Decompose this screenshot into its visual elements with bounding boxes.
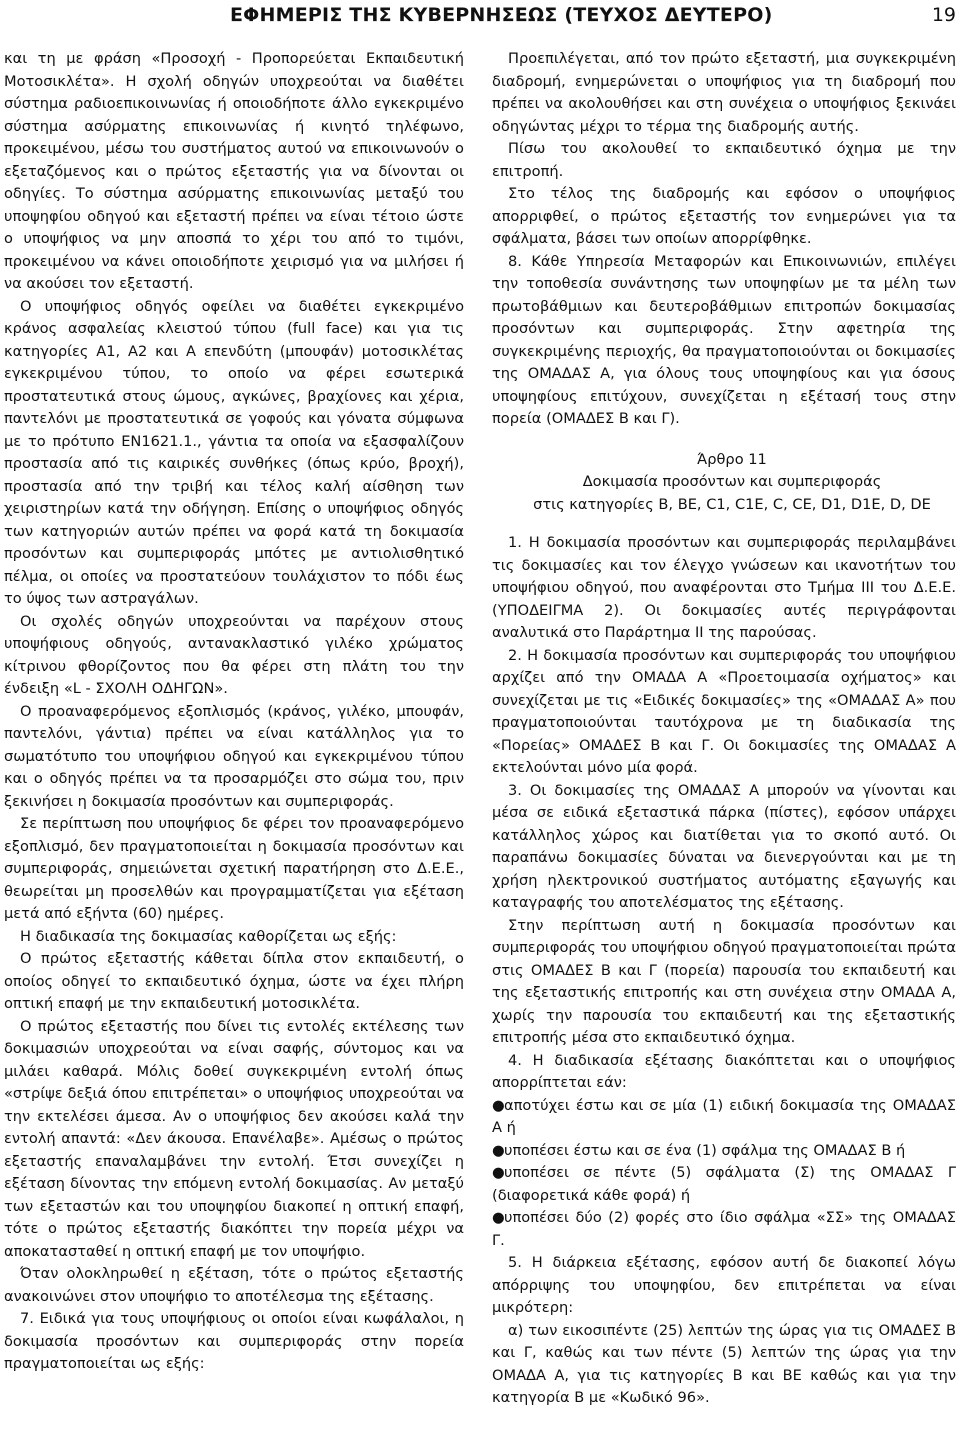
gazette-title: ΕΦΗΜΕΡΙΣ ΤΗΣ ΚΥΒΕΡΝΗΣΕΩΣ (ΤΕΥΧΟΣ ΔΕΥΤΕΡΟ) [230, 4, 773, 26]
page-number: 19 [931, 4, 956, 26]
paragraph: Προεπιλέγεται, από τον πρώτο εξεταστή, μια συγκεκριμένη διαδρομή, ενημερώνεται ο υποψήφιος για τη διαδρομή που πρέπει να ακολουθήσει και στη συνέχεια ο υποψήφιος ξεκινάει οδηγώντας μέχρι το τέρμα της διαδρομής αυτής. [492, 50, 956, 135]
paragraph: 8. Κάθε Υπηρεσία Μεταφορών και Επικοινωνιών, επιλέγει την τοποθεσία συνάντησης των υποψηφίων με τα μέλη των πρωτοβάθμιων και δευτεροβάθμιων επιτροπών δοκιμασίας προσόντων και συμπεριφοράς. Στην αφετηρία της συγκεκριμένης περιοχής, θα πραγματοποιούνται οι δοκιμασίες της ΟΜΑΔΑΣ Α, για όλους τους υποψηφίους και για όσους υποψηφίους επιτύχουν, συνεχίζεται η εξέτασή τους στην πορεία (ΟΜΑΔΕΣ Β και Γ). [492, 252, 956, 427]
paragraph: Πίσω του ακολουθεί το εκπαιδευτικό όχημα με την επιτροπή. [492, 140, 956, 180]
bullet-icon: ● [492, 1141, 505, 1159]
paragraph: Ο υποψήφιος οδηγός οφείλει να διαθέτει εγκεκριμένο κράνος ασφαλείας κλειστού τύπου (full face) και για τις κατηγορίες Α1, Α2 και Α επενδύτη (μπουφάν) μοτοσικλέτας εγκεκριμένου τύπου, το οποίο να φέρει εσωτερικά προστατευτικά στους ώμους, αγκώνες, βραχίονες και χέρια, παντελόνι με προστατευτικά σε γοφούς και γόνατα σύμφωνα με το πρότυπο ΕΝ1621.1., γάντια τα οποία να εξασφαλίζουν προστασία από τις καιρικές συνθήκες (όπως κρύο, βροχή), προστασία από την τριβή και τέλος καλή αίσθηση των χειριστηρίων κατά την οδήγηση. Επίσης ο υποψήφιος οδηγός των κατηγοριών αυτών πρέπει να φορά κατά τη δοκιμασία προσόντων και συμπεριφοράς μπότες με αντιολισθητικό πέλμα, οι οποίες να προστατεύουν τουλάχιστον το πόδι έως το ύψος των αστραγάλων. [4, 297, 464, 607]
paragraph: 2. Η δοκιμασία προσόντων και συμπεριφοράς του υποψήφιου αρχίζει από την ΟΜΑΔΑ Α «Προετοιμασία οχήματος» και συνεχίζεται με τις «Ειδικές δοκιμασίες» της «ΟΜΑΔΑΣ Α» που πραγματοποιούνται ταυτόχρονα με τη διαδικασία της «Πορείας» ΟΜΑΔΕΣ Β και Γ. Οι δοκιμασίες της ΟΜΑΔΑΣ Α εκτελούνται μόνο μία φορά. [492, 646, 956, 776]
paragraph: Στο τέλος της διαδρομής και εφόσον ο υποψήφιος απορριφθεί, ο πρώτος εξεταστής τον ενημερώνει για τα σφάλματα, βάσει των οποίων απορρίφθηκε. [492, 185, 956, 247]
paragraph: Ο πρώτος εξεταστής που δίνει τις εντολές εκτέλεσης των δοκιμασιών υποχρεούται να είναι σαφής, σύντομος και να μιλάει καθαρά. Μόλις δοθεί συγκεκριμένη εντολή όπως «στρίψε δεξιά όπου επιτρέπεται» ο υποψήφιος υποχρεούται να την εκτελέσει άμεσα. Αν ο υποψήφιος δεν ακούσει καλά την εντολή απαντά: «Δεν άκουσα. Επανέλαβε». Αμέσως ο πρώτος εξεταστής επαναλαμβάνει την εντολή. Έτσι συνεχίζει η εξέταση δίνοντας την επόμενη εντολή δοκιμασίας. Αν μεταξύ των εξεταστών και του υποψηφίου διακοπεί η οπτική επαφή, τότε ο πρώτος εξεταστής διακόπτει την πορεία μέχρι να αποκατασταθεί η οπτική επαφή με τον υποψήφιο. [4, 1017, 464, 1260]
bullet-icon: ● [492, 1096, 505, 1114]
paragraph: 1. Η δοκιμασία προσόντων και συμπεριφοράς περιλαμβάνει τις δοκιμασίες και τον έλεγχο γνώσεων και ικανοτήτων του υποψήφιου οδηγού, που αναφέρονται στο Τμήμα ΙΙΙ του Δ.Ε.Ε. (ΥΠΟΔΕΙΓΜΑ 2). Οι δοκιμασίες αυτές περιγράφονται αναλυτικά στο Παράρτημα ΙΙ της παρούσας. [492, 534, 956, 641]
paragraph: Η διαδικασία της δοκιμασίας καθορίζεται ως εξής: [20, 927, 397, 945]
right-column [492, 48, 956, 1428]
paragraph: Όταν ολοκληρωθεί η εξέταση, τότε ο πρώτος εξεταστής ανακοινώνει στον υποψήφιο το αποτέλεσμα της εξέτασης. [4, 1265, 464, 1305]
paragraph: Ο πρώτος εξεταστής κάθεται δίπλα στον εκπαιδευτή, ο οποίος οδηγεί το εκπαιδευτικό όχημα, ώστε να έχει πλήρη οπτική επαφή με την εκπαιδευτική μοτοσικλέτα. [4, 950, 464, 1012]
page-header [0, 0, 960, 30]
article-heading [492, 449, 956, 517]
paragraph: και τη με φράση «Προσοχή - Προπορεύεται Εκπαιδευτική Μοτοσικλέτα». Η σχολή οδηγών υποχρεούται να διαθέτει σύστημα ραδιοεπικοινωνίας ή οποιοδήποτε άλλο εγκεκριμένο σύστημα ασύρματης επικοινωνίας ή κινητό τηλέφωνο, προκειμένου, μέσω του συστήματος αυτού να επικοινωνούν ο εξεταζόμενος και ο πρώτος εξεταστής για να δίνονται οι οδηγίες. Το σύστημα ασύρματης επικοινωνίας μεταξύ του υποψηφίου οδηγού και εξεταστή πρέπει να είναι τέτοιο ώστε ο υποψήφιος να μην αποσπά το χέρι του από το τιμόνι, προκειμένου να κάνει οποιοδήποτε χειρισμό για να μιλήσει ή να ακούσει τον εξεταστή. [4, 50, 464, 292]
paragraph: Στην περίπτωση αυτή η δοκιμασία προσόντων και συμπεριφοράς του υποψήφιου οδηγού πραγματοποιείται πρώτα στις ΟΜΑΔΕΣ Β και Γ (πορεία) παρουσία του εκπαιδευτή και της εξεταστικής επιτροπής και στη συνέχεια στην ΟΜΑΔΑ Α, χωρίς την παρουσία του εκπαιδευτή και της εξεταστικής επιτροπής μέσα στο εκπαιδευτικό όχημα. [492, 916, 956, 1046]
paragraph: Οι σχολές οδηγών υποχρεούνται να παρέχουν στους υποψήφιους οδηγούς, αντανακλαστικό γιλέκο χρώματος κίτρινου φθορίζοντος που θα φέρει στη πλάτη του την ένδειξη «L - ΣΧΟΛΗ ΟΔΗΓΩΝ». [4, 612, 464, 697]
paragraph: 5. Η διάρκεια εξέτασης, εφόσον αυτή δε διακοπεί λόγω απόρριψης του υποψηφίου, δεν επιτρέπεται να είναι μικρότερη: [492, 1254, 956, 1316]
bullet-item: ●αποτύχει έστω και σε μία (1) ειδική δοκιμασία της ΟΜΑΔΑΣ Α ή [492, 1096, 956, 1136]
paragraph: Ο προαναφερόμενος εξοπλισμός (κράνος, γιλέκο, μπουφάν, παντελόνι, γάντια) πρέπει να είναι κατάλληλος για το σωματότυπο του υποψήφιου οδηγού και εγκεκριμένου τύπου και ο οδηγός πρέπει να τα προσαρμόζει στο σώμα του, πριν ξεκινήσει η δοκιμασία προσόντων και συμπεριφοράς. [4, 702, 464, 810]
article-subtitle: στις κατηγορίες B, BE, C1, C1E, C, CE, D1, D1E, D, DE [533, 495, 931, 513]
bullet-item: ●υποπέσει έστω και σε ένα (1) σφάλμα της ΟΜΑΔΑΣ Β ή [492, 1140, 956, 1163]
paragraph: α) των εικοσιπέντε (25) λεπτών της ώρας για τις ΟΜΑΔΕΣ Β και Γ, καθώς και των πέντε (5) λεπτών της ώρας για την ΟΜΑΔΑ Α, για τις κατηγορίες Β και ΒΕ καθώς και για την κατηγορία Β με «Κωδικό 96». [492, 1321, 956, 1406]
paragraph: 4. Η διαδικασία εξέτασης διακόπτεται και ο υποψήφιος απορρίπτεται εάν: [492, 1051, 956, 1091]
left-column [4, 48, 464, 1428]
paragraph: Σε περίπτωση που υποψήφιος δε φέρει τον προαναφερόμενο εξοπλισμό, δεν πραγματοποιείται η δοκιμασία προσόντων και συμπεριφοράς, σημειώνεται σχετική παρατήρηση στο Δ.Ε.Ε., θεωρείται μη προσελθών και προγραμματίζεται για εξέταση μετά από εξήντα (60) ημέρες. [4, 815, 464, 922]
bullet-item: ●υποπέσει δύο (2) φορές στο ίδιο σφάλμα «ΣΣ» της ΟΜΑΔΑΣ Γ. [492, 1209, 956, 1249]
bullet-icon: ● [492, 1209, 505, 1226]
paragraph: 3. Οι δοκιμασίες της ΟΜΑΔΑΣ Α μπορούν να γίνονται και μέσα σε ειδικά εξεταστικά πάρκα (πίστες), εφόσον υπάρχει κατάλληλος χώρος και διατίθεται για το σκοπό αυτό. Οι παραπάνω δοκιμασίες δύναται να διενεργούνται και με τη χρήση ηλεκτρονικού συστήματος αυτόματης εξαγωγής και καταγραφής του αποτελέσματος της εξέτασης. [492, 781, 956, 911]
bullet-item: ●υποπέσει σε πέντε (5) σφάλματα (Σ) της ΟΜΑΔΑΣ Γ (διαφορετικά κάθε φορά) ή [492, 1164, 956, 1204]
paragraph: 7. Ειδικά για τους υποψήφιους οι οποίοι είναι κωφάλαλοι, η δοκιμασία προσόντων και συμπεριφοράς στην πορεία πραγματοποιείται ως εξής: [4, 1310, 464, 1372]
bullet-icon: ● [492, 1164, 505, 1181]
article-title: Δοκιμασία προσόντων και συμπεριφοράς [582, 473, 882, 490]
article-number: Άρθρο 11 [697, 450, 767, 468]
